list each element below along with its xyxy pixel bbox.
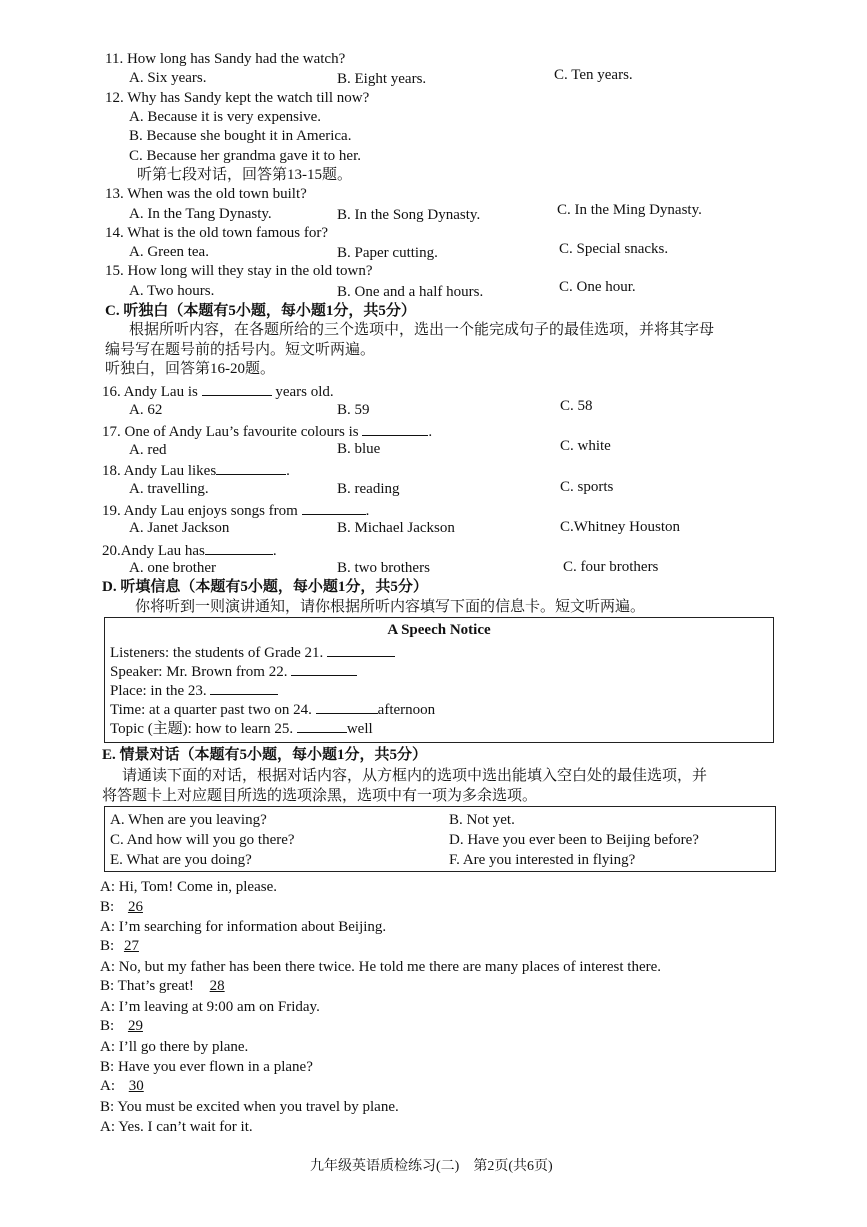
answer-blank bbox=[202, 381, 272, 396]
question-13-option-c: C. In the Ming Dynasty. bbox=[557, 202, 702, 218]
question-20-tail: . bbox=[272, 543, 277, 559]
speaker-label: B: bbox=[100, 899, 115, 915]
options-box bbox=[104, 806, 776, 872]
answer-blank bbox=[205, 540, 273, 555]
dialogue-text: I’m searching for information about Beijing. bbox=[118, 919, 387, 935]
speaker-label: B: bbox=[100, 938, 115, 954]
answer-blank bbox=[216, 460, 286, 475]
option-c: C. And how will you go there? bbox=[110, 832, 295, 848]
question-16-text: 16. Andy Lau is bbox=[102, 384, 198, 400]
question-11-option-b: B. Eight years. bbox=[337, 71, 427, 87]
answer-blank bbox=[297, 718, 347, 733]
answer-blank bbox=[316, 699, 378, 714]
question-17-option-b: B. blue bbox=[337, 441, 381, 457]
question-16-option-c: C. 58 bbox=[560, 398, 593, 414]
question-16-option-b: B. 59 bbox=[337, 402, 370, 418]
speaker-label: A: bbox=[100, 1078, 115, 1094]
question-17-text: 17. One of Andy Lau’s favourite colours is bbox=[102, 424, 359, 440]
notice-listeners-text: Listeners: the students of Grade 21. bbox=[110, 645, 324, 661]
notice-time-text: Time: at a quarter past two on 24. bbox=[110, 702, 312, 718]
dialogue-line bbox=[100, 918, 386, 937]
speaker-label: A: bbox=[100, 999, 115, 1015]
speaker-label: A: bbox=[100, 879, 115, 895]
blank-number-27: 27 bbox=[123, 938, 139, 954]
question-17-tail: . bbox=[428, 424, 433, 440]
notice-place-text: Place: in the 23. bbox=[110, 683, 207, 699]
question-17-option-a: A. red bbox=[129, 442, 167, 458]
question-15-option-a: A. Two hours. bbox=[129, 283, 215, 299]
question-14-option-b: B. Paper cutting. bbox=[337, 245, 438, 261]
question-11-option-a: A. Six years. bbox=[129, 70, 207, 86]
dialogue-line bbox=[100, 977, 235, 996]
question-20-option-b: B. two brothers bbox=[337, 560, 430, 576]
speaker-label: B: bbox=[100, 1059, 115, 1075]
option-f: F. Are you interested in flying? bbox=[449, 852, 636, 868]
dialogue-line bbox=[100, 1077, 152, 1096]
question-13-option-b: B. In the Song Dynasty. bbox=[337, 207, 481, 223]
dialogue-text: Hi, Tom! Come in, please. bbox=[118, 879, 277, 895]
answer-blank bbox=[291, 661, 357, 676]
dialogue-line bbox=[100, 998, 320, 1017]
section-e-instruction-1: 请通读下面的对话，根据对话内容，从方框内的选项中选出能填入空白处的最佳选项，并 bbox=[122, 768, 708, 784]
notice-speaker-text: Speaker: Mr. Brown from 22. bbox=[110, 664, 288, 680]
question-18-stem bbox=[102, 460, 290, 481]
speaker-label: A: bbox=[100, 1119, 115, 1135]
blank-number-29: 29 bbox=[127, 1018, 143, 1034]
question-19-tail: . bbox=[365, 503, 370, 519]
dialogue-line bbox=[100, 1098, 399, 1117]
speaker-label: B: bbox=[100, 1099, 115, 1115]
question-20-stem bbox=[102, 540, 277, 561]
question-17-stem bbox=[102, 421, 432, 442]
question-12-option-a: A. Because it is very expensive. bbox=[129, 109, 322, 125]
question-19-option-b: B. Michael Jackson bbox=[337, 520, 455, 536]
dialogue-text: I’ll go there by plane. bbox=[118, 1039, 249, 1055]
question-14-option-a: A. Green tea. bbox=[129, 244, 209, 260]
question-15-stem: 15. How long will they stay in the old town? bbox=[105, 263, 373, 279]
dialogue-line bbox=[100, 958, 661, 977]
question-20-option-a: A. one brother bbox=[129, 560, 217, 576]
question-19-stem bbox=[102, 500, 369, 521]
dialogue-text: No, but my father has been there twice. He told me there are many places of interest there. bbox=[118, 959, 662, 975]
speaker-label: A: bbox=[100, 959, 115, 975]
section-c-instruction-1: 根据所听内容，在各题所给的三个选项中，选出一个能完成句子的最佳选项，并将其字母 bbox=[129, 322, 715, 338]
option-b: B. Not yet. bbox=[449, 812, 515, 828]
speaker-label: B: bbox=[100, 1018, 115, 1034]
option-a: A. When are you leaving? bbox=[110, 812, 267, 828]
notice-place-row bbox=[110, 680, 278, 701]
dialog-7-instruction: 听第七段对话，回答第13-15题。 bbox=[137, 167, 352, 183]
question-12-stem: 12. Why has Sandy kept the watch till now? bbox=[105, 90, 370, 106]
dialogue-text: I’m leaving at 9:00 am on Friday. bbox=[118, 999, 320, 1015]
dialogue-text: That’s great! bbox=[117, 978, 194, 994]
notice-title: A Speech Notice bbox=[387, 622, 491, 638]
notice-listeners-row bbox=[110, 642, 395, 663]
question-20-text: 20.Andy Lau has bbox=[102, 543, 205, 559]
dialogue-text: You must be excited when you travel by plane. bbox=[117, 1099, 399, 1115]
speaker-label: A: bbox=[100, 919, 115, 935]
answer-blank bbox=[362, 421, 428, 436]
blank-number-30: 30 bbox=[128, 1078, 144, 1094]
question-18-text: 18. Andy Lau likes bbox=[102, 463, 217, 479]
dialogue-line bbox=[100, 937, 147, 956]
question-15-option-b: B. One and a half hours. bbox=[337, 284, 484, 300]
answer-blank bbox=[327, 642, 395, 657]
section-e-heading: E. 情景对话（本题有5小题，每小题1分，共5分） bbox=[102, 747, 428, 763]
question-19-option-c: C.Whitney Houston bbox=[560, 519, 680, 535]
notice-topic-row bbox=[110, 718, 373, 739]
question-14-option-c: C. Special snacks. bbox=[559, 241, 669, 257]
notice-topic-text: Topic (主题): how to learn 25. bbox=[110, 721, 294, 737]
notice-topic-tail: well bbox=[346, 721, 373, 737]
blank-number-26: 26 bbox=[127, 899, 143, 915]
question-16-tail: years old. bbox=[275, 384, 334, 400]
question-17-option-c: C. white bbox=[560, 438, 611, 454]
question-11-stem: 11. How long has Sandy had the watch? bbox=[105, 51, 346, 67]
question-18-option-c: C. sports bbox=[560, 479, 614, 495]
dialogue-line bbox=[100, 1058, 313, 1077]
question-19-option-a: A. Janet Jackson bbox=[129, 520, 230, 536]
dialogue-line bbox=[100, 878, 277, 897]
dialogue-line bbox=[100, 1038, 248, 1057]
question-18-option-b: B. reading bbox=[337, 481, 400, 497]
option-e: E. What are you doing? bbox=[110, 852, 252, 868]
notice-time-row bbox=[110, 699, 435, 720]
question-20-option-c: C. four brothers bbox=[563, 559, 659, 575]
blank-number-28: 28 bbox=[209, 978, 225, 994]
section-d-heading: D. 听填信息（本题有5小题，每小题1分，共5分） bbox=[102, 579, 428, 595]
speaker-label: A: bbox=[100, 1039, 115, 1055]
question-13-option-a: A. In the Tang Dynasty. bbox=[129, 206, 272, 222]
question-19-text: 19. Andy Lau enjoys songs from bbox=[102, 503, 298, 519]
dialogue-line bbox=[100, 898, 151, 917]
section-d-instruction: 你将听到一则演讲通知，请你根据所听内容填写下面的信息卡。短文听两遍。 bbox=[135, 599, 646, 615]
dialogue-line bbox=[100, 1118, 253, 1137]
question-16-stem bbox=[102, 381, 334, 402]
question-14-stem: 14. What is the old town famous for? bbox=[105, 225, 329, 241]
question-11-option-c: C. Ten years. bbox=[554, 67, 633, 83]
notice-time-tail: afternoon bbox=[377, 702, 436, 718]
question-15-option-c: C. One hour. bbox=[559, 279, 636, 295]
question-12-option-b: B. Because she bought it in America. bbox=[129, 128, 352, 144]
dialogue-text: Have you ever flown in a plane? bbox=[117, 1059, 313, 1075]
section-c-heading: C. 听独白（本题有5小题，每小题1分，共5分） bbox=[105, 303, 416, 319]
answer-blank bbox=[210, 680, 278, 695]
dialogue-line bbox=[100, 1017, 151, 1036]
page-footer: 九年级英语质检练习(二) 第2页(共6页) bbox=[310, 1159, 553, 1174]
section-e-instruction-2: 将答题卡上对应题目所选的选项涂黑，选项中有一项为多余选项。 bbox=[102, 788, 538, 804]
speaker-label: B: bbox=[100, 978, 115, 994]
section-c-instruction-3: 听独白，回答第16-20题。 bbox=[105, 361, 275, 377]
section-c-instruction-2: 编号写在题号前的括号内。短文听两遍。 bbox=[105, 342, 376, 358]
answer-blank bbox=[302, 500, 366, 515]
option-d: D. Have you ever been to Beijing before? bbox=[449, 832, 699, 848]
question-18-option-a: A. travelling. bbox=[129, 481, 209, 497]
question-16-option-a: A. 62 bbox=[129, 402, 163, 418]
notice-speaker-row bbox=[110, 661, 357, 682]
question-12-option-c: C. Because her grandma gave it to her. bbox=[129, 148, 362, 164]
dialogue-text: Yes. I can’t wait for it. bbox=[118, 1119, 253, 1135]
question-18-tail: . bbox=[286, 463, 290, 479]
question-13-stem: 13. When was the old town built? bbox=[105, 186, 307, 202]
speech-notice-card bbox=[104, 617, 774, 743]
